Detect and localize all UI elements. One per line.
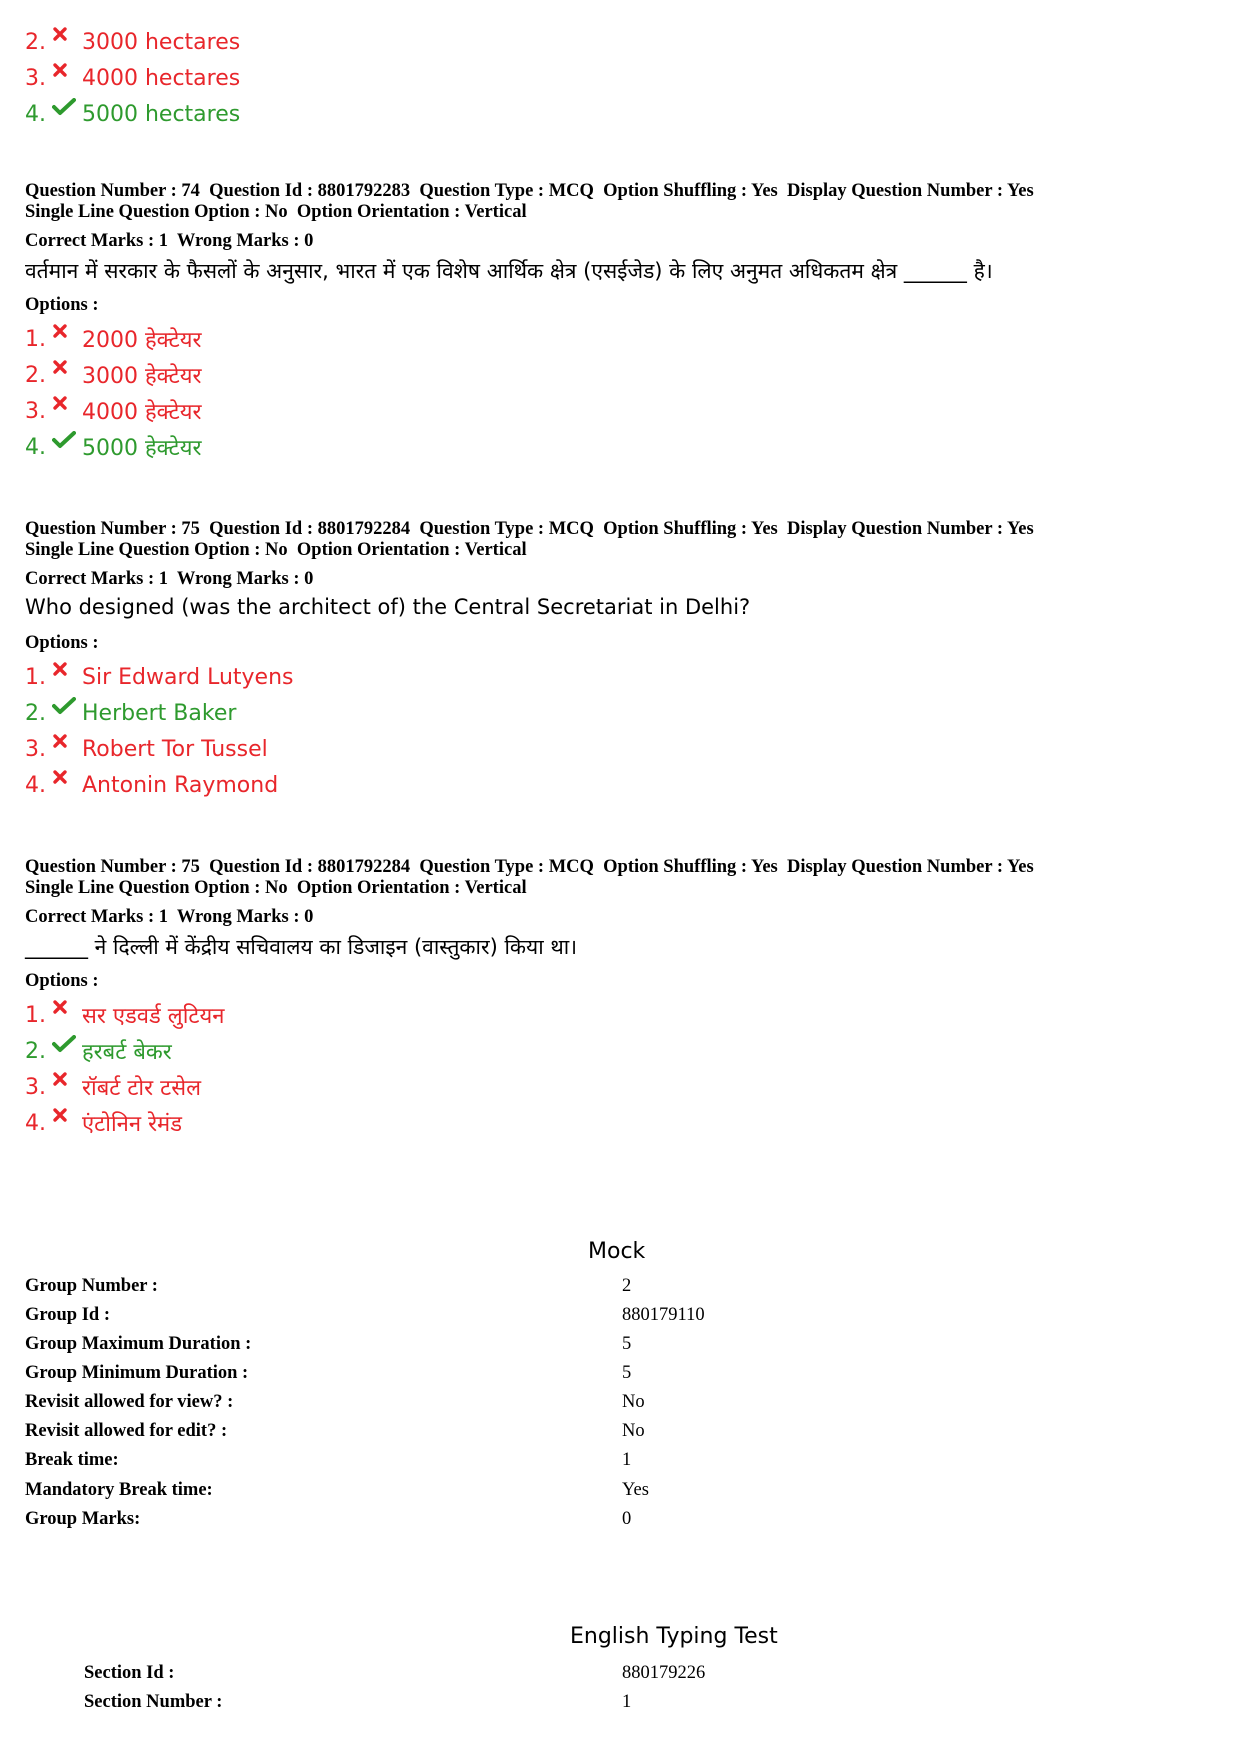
option-text: हरबर्ट बेकर <box>82 1040 172 1065</box>
option-number: 2. <box>25 362 46 388</box>
option-text: 3000 हेक्टेयर <box>82 364 202 389</box>
question-meta: Single Line Question Option : No Option Orientation : Vertical <box>25 202 527 222</box>
cross-icon <box>52 731 82 767</box>
option-number: 1. <box>25 326 46 352</box>
row-value: 1 <box>622 1450 632 1470</box>
option-text: Robert Tor Tussel <box>82 736 268 762</box>
option-row <box>25 1105 182 1141</box>
options-label: Options : <box>25 633 99 653</box>
cross-icon <box>52 321 82 357</box>
option-number: 2. <box>25 700 46 726</box>
question-meta: Single Line Question Option : No Option Orientation : Vertical <box>25 878 527 898</box>
option-text: एंटोनिन रेमंड <box>82 1112 182 1137</box>
cross-icon <box>52 393 82 429</box>
option-number: 3. <box>25 65 46 91</box>
row-value: No <box>622 1392 645 1412</box>
row-label: Group Maximum Duration : <box>25 1334 252 1354</box>
option-text: 4000 hectares <box>82 65 241 91</box>
group-title: Mock <box>588 1239 646 1264</box>
option-number: 2. <box>25 29 46 55</box>
option-row <box>25 429 202 465</box>
option-row <box>25 1033 172 1069</box>
row-value: 0 <box>622 1509 632 1529</box>
question-text: ______ ने दिल्ली में केंद्रीय सचिवालय का डिजाइन (वास्तुकार) किया था। <box>25 935 578 959</box>
question-text: वर्तमान में सरकार के फैसलों के अनुसार, भारत में एक विशेष आर्थिक क्षेत्र (एसईजेड) के लिए अनुमत अधिकतम क्षेत्र ______ है। <box>25 259 993 283</box>
cross-icon <box>52 24 82 60</box>
check-icon <box>52 96 82 132</box>
option-text: रॉबर्ट टोर टसेल <box>82 1076 201 1101</box>
cross-icon <box>52 659 82 695</box>
option-row <box>25 96 240 132</box>
row-label: Section Number : <box>84 1692 223 1712</box>
option-row <box>25 997 224 1033</box>
option-row <box>25 321 202 357</box>
section-title: English Typing Test <box>570 1624 778 1649</box>
option-text: 3000 hectares <box>82 29 241 55</box>
option-row <box>25 731 268 767</box>
option-row <box>25 357 202 393</box>
cross-icon <box>52 1069 82 1105</box>
question-text: Who designed (was the architect of) the Central Secretariat in Delhi? <box>25 595 751 619</box>
option-number: 3. <box>25 736 46 762</box>
row-label: Group Id : <box>25 1305 110 1325</box>
row-value: 880179110 <box>622 1305 705 1325</box>
option-row <box>25 767 278 803</box>
row-value: Yes <box>622 1480 649 1500</box>
options-label: Options : <box>25 971 99 991</box>
option-number: 1. <box>25 664 46 690</box>
row-value: 5 <box>622 1363 632 1383</box>
option-row <box>25 695 236 731</box>
cross-icon <box>52 60 82 96</box>
option-text: Antonin Raymond <box>82 772 279 798</box>
question-marks: Correct Marks : 1 Wrong Marks : 0 <box>25 907 314 927</box>
row-value: 1 <box>622 1692 632 1712</box>
check-icon <box>52 1033 82 1069</box>
option-text: 4000 हेक्टेयर <box>82 400 202 425</box>
row-label: Break time: <box>25 1450 119 1470</box>
row-label: Section Id : <box>84 1663 175 1683</box>
question-marks: Correct Marks : 1 Wrong Marks : 0 <box>25 231 314 251</box>
row-label: Revisit allowed for view? : <box>25 1392 234 1412</box>
option-text: 2000 हेक्टेयर <box>82 328 202 353</box>
check-icon <box>52 695 82 731</box>
cross-icon <box>52 1105 82 1141</box>
cross-icon <box>52 767 82 803</box>
option-text: 5000 हेक्टेयर <box>82 436 202 461</box>
row-value: 880179226 <box>622 1663 706 1683</box>
row-value: No <box>622 1421 645 1441</box>
options-label: Options : <box>25 295 99 315</box>
row-value: 5 <box>622 1334 632 1354</box>
row-value: 2 <box>622 1276 632 1296</box>
question-meta: Question Number : 75 Question Id : 8801792284 Question Type : MCQ Option Shuffling : Yes Display Question Number : Yes <box>25 519 1034 539</box>
option-row <box>25 393 202 429</box>
option-number: 4. <box>25 101 46 127</box>
check-icon <box>52 429 82 465</box>
option-text: Herbert Baker <box>82 700 237 726</box>
option-row <box>25 1069 201 1105</box>
option-text: सर एडवर्ड लुटियन <box>82 1004 225 1029</box>
question-meta: Question Number : 74 Question Id : 8801792283 Question Type : MCQ Option Shuffling : Yes Display Question Number : Yes <box>25 181 1034 201</box>
option-row <box>25 24 240 60</box>
option-row <box>25 659 293 695</box>
option-number: 4. <box>25 434 46 460</box>
row-label: Group Minimum Duration : <box>25 1363 249 1383</box>
option-number: 2. <box>25 1038 46 1064</box>
option-text: 5000 hectares <box>82 101 241 127</box>
row-label: Mandatory Break time: <box>25 1480 213 1500</box>
option-number: 4. <box>25 772 46 798</box>
row-label: Group Marks: <box>25 1509 141 1529</box>
row-label: Revisit allowed for edit? : <box>25 1421 228 1441</box>
cross-icon <box>52 357 82 393</box>
option-number: 1. <box>25 1002 46 1028</box>
question-meta: Question Number : 75 Question Id : 8801792284 Question Type : MCQ Option Shuffling : Yes Display Question Number : Yes <box>25 857 1034 877</box>
question-marks: Correct Marks : 1 Wrong Marks : 0 <box>25 569 314 589</box>
option-text: Sir Edward Lutyens <box>82 664 294 690</box>
option-number: 4. <box>25 1110 46 1136</box>
row-label: Group Number : <box>25 1276 158 1296</box>
option-row <box>25 60 240 96</box>
option-number: 3. <box>25 1074 46 1100</box>
option-number: 3. <box>25 398 46 424</box>
cross-icon <box>52 997 82 1033</box>
question-meta: Single Line Question Option : No Option Orientation : Vertical <box>25 540 527 560</box>
